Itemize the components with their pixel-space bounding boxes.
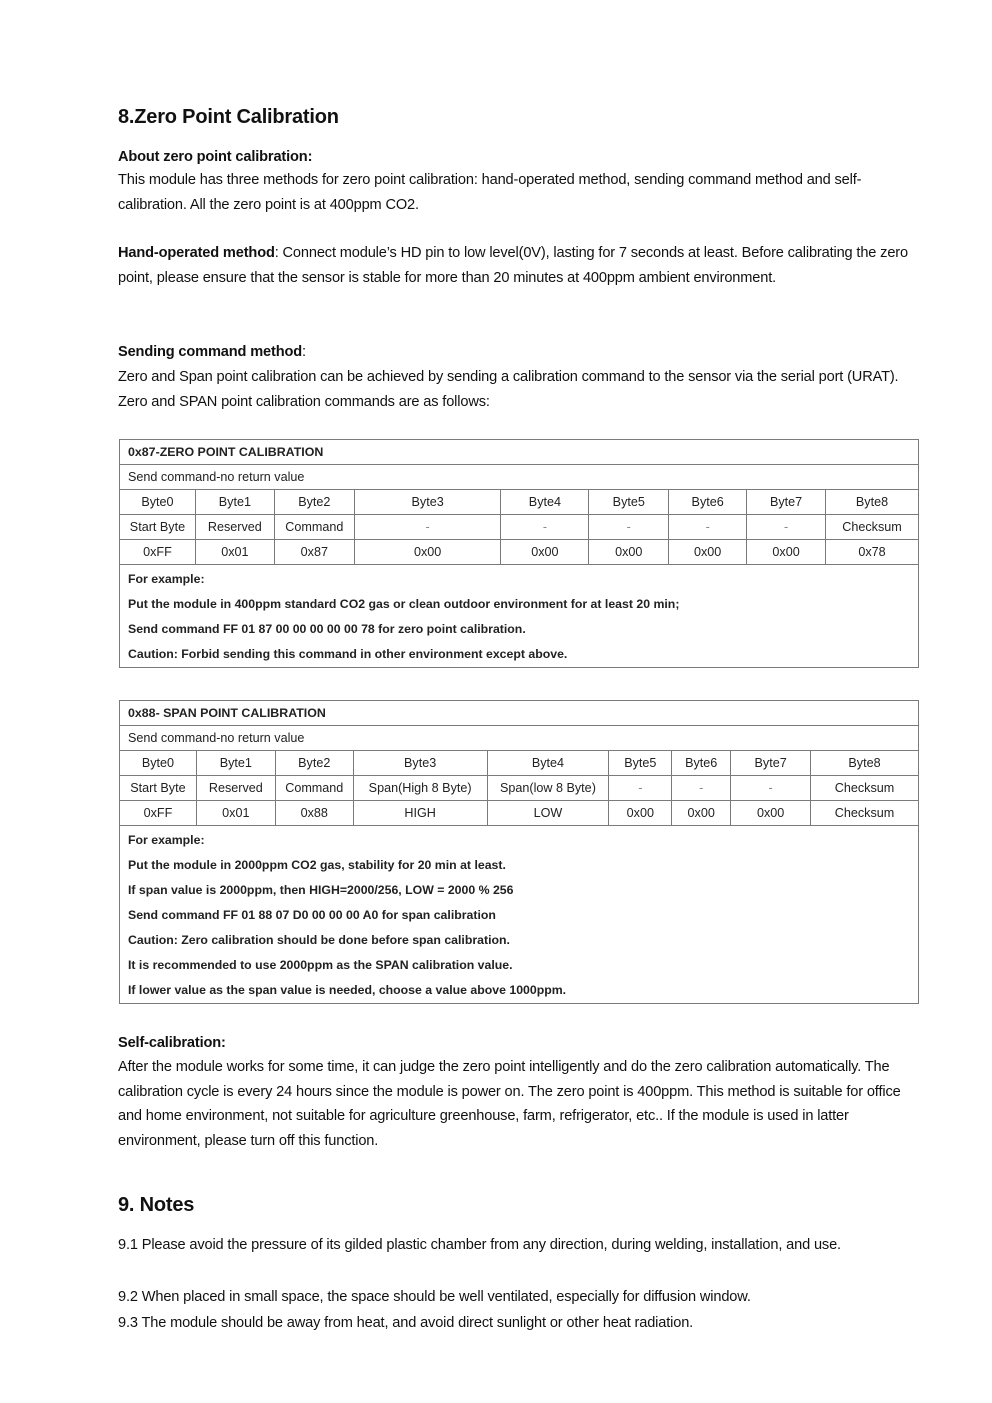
header-cell: Byte2 — [275, 751, 353, 776]
table-cell: 0x00 — [747, 540, 826, 565]
hand-operated-paragraph — [118, 241, 918, 290]
zero-point-calibration-table — [119, 439, 919, 668]
sending-command-heading — [118, 340, 918, 365]
table-cell: - — [589, 515, 669, 540]
header-cell: Byte5 — [589, 490, 669, 515]
header-cell: Byte8 — [811, 751, 919, 776]
table-cell: Start Byte — [120, 515, 196, 540]
table-cell: Checksum — [826, 515, 919, 540]
header-cell: Byte2 — [274, 490, 354, 515]
zero-table-examples — [120, 565, 919, 668]
example-line: Caution: Forbid sending this command in other environment except above. — [128, 647, 568, 661]
table-cell: 0x00 — [501, 540, 589, 565]
hand-operated-text: : Connect module’s HD pin to low level(0V), lasting for 7 seconds at least. Before calibrating the zero point, please ensure that the sensor is stable for more than 20 minutes at 400ppm ambient environment. — [118, 245, 908, 286]
span-table-title: 0x88- SPAN POINT CALIBRATION — [120, 701, 919, 726]
table-examples-row — [120, 826, 919, 1004]
table-cell: Checksum — [811, 776, 919, 801]
table-cell: Command — [274, 515, 354, 540]
table-row — [120, 515, 919, 540]
table-cell: 0x00 — [354, 540, 501, 565]
example-line: Put the module in 2000ppm CO2 gas, stability for 20 min at least. — [128, 858, 506, 872]
sending-command-colon: : — [302, 344, 306, 360]
table-cell: 0xFF — [120, 540, 196, 565]
table-cell: 0x00 — [589, 540, 669, 565]
header-cell: Byte7 — [731, 751, 811, 776]
table-cell: Reserved — [196, 776, 275, 801]
table-cell: Span(low 8 Byte) — [487, 776, 609, 801]
table-cell: LOW — [487, 801, 609, 826]
header-cell: Byte4 — [501, 490, 589, 515]
table-cell: 0x01 — [196, 801, 275, 826]
table-cell: - — [354, 515, 501, 540]
table-cell: - — [669, 515, 747, 540]
table-cell: 0x01 — [195, 540, 274, 565]
table-cell: Checksum — [811, 801, 919, 826]
zero-table-title: 0x87-ZERO POINT CALIBRATION — [120, 440, 919, 465]
table-cell: 0x00 — [731, 801, 811, 826]
table-header-row — [120, 751, 919, 776]
header-cell: Byte3 — [353, 751, 487, 776]
header-cell: Byte6 — [669, 490, 747, 515]
table-cell: 0x87 — [274, 540, 354, 565]
section-8-heading: 8.Zero Point Calibration — [118, 106, 339, 128]
span-table-subtitle: Send command-no return value — [120, 726, 919, 751]
table-cell: 0x78 — [826, 540, 919, 565]
table-header-row — [120, 490, 919, 515]
table-cell: Command — [275, 776, 353, 801]
header-cell: Byte3 — [354, 490, 501, 515]
header-cell: Byte0 — [120, 490, 196, 515]
table-cell: HIGH — [353, 801, 487, 826]
about-text: This module has three methods for zero point calibration: hand-operated method, sending command method and self-calibration. All the zero point is at 400ppm CO2. — [118, 172, 862, 213]
header-cell: Byte1 — [195, 490, 274, 515]
table-subtitle-row — [120, 465, 919, 490]
table-examples-row — [120, 565, 919, 668]
hand-operated-label: Hand-operated method — [118, 245, 275, 261]
note-9-3: 9.3 The module should be away from heat, and avoid direct sunlight or other heat radiation. — [118, 1315, 694, 1331]
sending-command-label: Sending command method — [118, 344, 302, 360]
example-line: Put the module in 400ppm standard CO2 gas or clean outdoor environment for at least 20 min; — [128, 597, 680, 611]
table-cell: Start Byte — [120, 776, 197, 801]
table-subtitle-row — [120, 726, 919, 751]
span-table-examples — [120, 826, 919, 1004]
example-line: If lower value as the span value is needed, choose a value above 1000ppm. — [128, 983, 567, 997]
table-title-row — [120, 701, 919, 726]
header-cell: Byte1 — [196, 751, 275, 776]
table-cell: 0xFF — [120, 801, 197, 826]
header-cell: Byte8 — [826, 490, 919, 515]
example-line: Send command FF 01 87 00 00 00 00 00 78 for zero point calibration. — [128, 622, 526, 636]
header-cell: Byte7 — [747, 490, 826, 515]
header-cell: Byte4 — [487, 751, 609, 776]
table-title-row — [120, 440, 919, 465]
example-line: For example: — [128, 833, 205, 847]
span-point-calibration-table — [119, 700, 919, 1004]
zero-table-subtitle: Send command-no return value — [120, 465, 919, 490]
table-cell: - — [501, 515, 589, 540]
table-cell: Span(High 8 Byte) — [353, 776, 487, 801]
table-cell: 0x00 — [669, 540, 747, 565]
self-calibration-label: Self-calibration: — [118, 1035, 226, 1051]
note-9-2: 9.2 When placed in small space, the space should be well ventilated, especially for diffusion window. — [118, 1289, 751, 1305]
table-row — [120, 776, 919, 801]
example-line: Caution: Zero calibration should be done before span calibration. — [128, 933, 510, 947]
sending-command-text: Zero and Span point calibration can be achieved by sending a calibration command to the sensor via the serial port (URAT). Zero and SPAN point calibration commands are as follows: — [118, 369, 899, 410]
self-calibration-text: After the module works for some time, it can judge the zero point intelligently and do the zero calibration automatically. The calibration cycle is every 24 hours since the module is power on. The zero point is 400ppm. This method is suitable for office and home environment, not suitable for agriculture greenhouse, farm, refrigerator, etc.. If the module is used in latter environment, please turn off this function. — [118, 1059, 901, 1149]
header-cell: Byte6 — [672, 751, 731, 776]
table-cell: - — [731, 776, 811, 801]
section-9-heading: 9. Notes — [118, 1194, 195, 1216]
note-9-1: 9.1 Please avoid the pressure of its gilded plastic chamber from any direction, during welding, installation, and use. — [118, 1237, 841, 1253]
example-line: For example: — [128, 572, 205, 586]
table-cell: 0x00 — [609, 801, 672, 826]
table-cell: 0x00 — [672, 801, 731, 826]
table-cell: - — [609, 776, 672, 801]
header-cell: Byte5 — [609, 751, 672, 776]
example-line: If span value is 2000ppm, then HIGH=2000/256, LOW = 2000 % 256 — [128, 883, 514, 897]
table-cell: Reserved — [195, 515, 274, 540]
table-row — [120, 540, 919, 565]
about-label: About zero point calibration: — [118, 149, 313, 165]
header-cell: Byte0 — [120, 751, 197, 776]
table-cell: - — [672, 776, 731, 801]
table-cell: 0x88 — [275, 801, 353, 826]
example-line: Send command FF 01 88 07 D0 00 00 00 A0 for span calibration — [128, 908, 496, 922]
table-cell: - — [747, 515, 826, 540]
table-row — [120, 801, 919, 826]
example-line: It is recommended to use 2000ppm as the SPAN calibration value. — [128, 958, 513, 972]
